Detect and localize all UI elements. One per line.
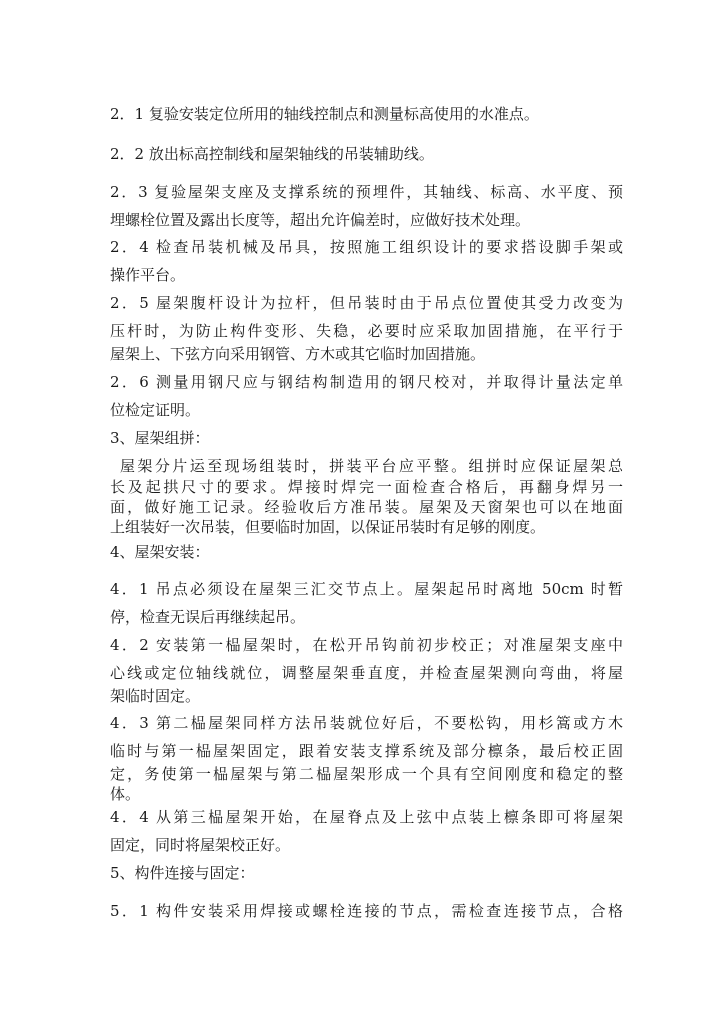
text-line: 操作平台。 [110, 266, 186, 284]
section-heading: 5、构件连接与固定： [110, 864, 255, 882]
text-line: 屋架上、下弦方向采用钢管、方木或其它临时加固措施。 [110, 345, 486, 363]
text-line: 停，检查无误后再继续起吊。 [110, 608, 306, 626]
text-line: 固定，同时将屋架校正好。 [110, 836, 291, 854]
text-line: 心线或定位轴线就位，调整屋架垂直度，并检查屋架测向弯曲，将屋 [110, 664, 623, 682]
text-line: 埋螺栓位置及露出长度等，超出允许偏差时，应做好技术处理。 [110, 211, 531, 229]
text-line: 5．1 构件安装采用焊接或螺栓连接的节点，需检查连接节点，合格 [110, 902, 623, 920]
text-line: 定，务使第一榀屋架与第二榀屋架形成一个具有空间刚度和稳定的整 [110, 765, 623, 783]
text-line: 2．5 屋架腹杆设计为拉杆，但吊装时由于吊点位置使其受力改变为 [110, 294, 623, 312]
text-line: 体。 [110, 785, 141, 803]
text-line: 临时与第一榀屋架固定，跟着安装支撑系统及部分檩条，最后校正固 [110, 742, 623, 760]
text-line: 面，做好施工记录。经验收后方准吊装。屋架及天窗架也可以在地面 [110, 498, 623, 516]
text-line: 4．4 从第三榀屋架开始，在屋脊点及上弦中点装上檩条即可将屋架 [110, 808, 623, 826]
text-line: 2．6 测量用钢尺应与钢结构制造用的钢尺校对，并取得计量法定单 [110, 373, 623, 391]
text-line: 2．2 放出标高控制线和屋架轴线的吊装辅助线。 [110, 145, 434, 163]
text-line: 2．1 复验安装定位所用的轴线控制点和测量标高使用的水准点。 [110, 105, 539, 123]
text-line: 屋架分片运至现场组装时，拼装平台应平整。组拼时应保证屋架总 [120, 457, 623, 475]
text-line: 长及起拱尺寸的要求。焊接时焊完一面检查合格后，再翻身焊另一 [110, 478, 623, 496]
text-line: 架临时固定。 [110, 687, 201, 705]
text-line: 4．3 第二榀屋架同样方法吊装就位好后，不要松钩，用杉篙或方木 [110, 714, 623, 732]
text-line: 2．3 复验屋架支座及支撑系统的预埋件，其轴线、标高、水平度、预 [110, 183, 623, 201]
text-line: 上组装好一次吊装，但要临时加固，以保证吊装时有足够的刚度。 [110, 518, 546, 536]
text-line: 2．4 检查吊装机械及吊具，按照施工组织设计的要求搭设脚手架或 [110, 238, 623, 256]
section-heading: 4、屋架安装： [110, 543, 210, 561]
text-line: 4．1 吊点必须设在屋架三汇交节点上。屋架起吊时离地 50cm 时暂 [110, 580, 623, 598]
text-line: 位检定证明。 [110, 401, 201, 419]
section-heading: 3、屋架组拼： [110, 429, 210, 447]
text-line: 4．2 安装第一榀屋架时，在松开吊钩前初步校正；对准屋架支座中 [110, 636, 623, 654]
text-line: 压杆时，为防止构件变形、失稳，必要时应采取加固措施，在平行于 [110, 322, 623, 340]
